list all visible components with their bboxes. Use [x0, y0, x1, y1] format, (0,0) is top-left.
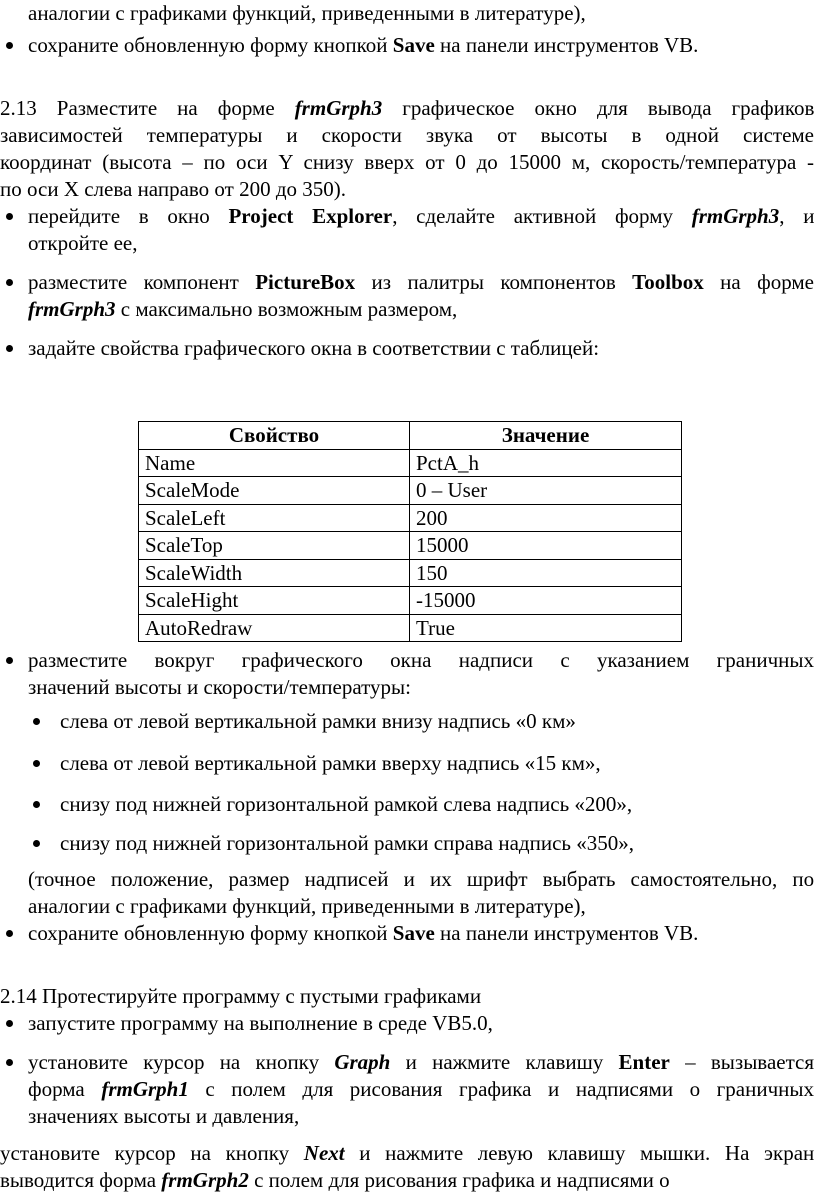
bullet-line: значениях высоты и давления,: [28, 1104, 300, 1128]
sub-bullet-line: слева от левой вертикальной рамки внизу надпись «0 км»: [60, 709, 576, 733]
bullet-line: frmGrph3 с максимально возможным размером,: [28, 297, 458, 321]
note-line: (точное положение, размер надписей и их шрифт выбрать самостоятельно, по: [28, 867, 815, 891]
bullet-icon: [33, 801, 40, 808]
bullet-line: форма frmGrph1 с полем для рисования графика и надписями о граничных: [28, 1077, 814, 1101]
bullet-icon: [6, 42, 13, 49]
paragraph-line: координат (высота – по оси Y снизу вверх от 0 до 15000 м, скорость/температура -: [0, 150, 815, 174]
note-line: аналогии с графиками функций, приведенными в литературе),: [28, 894, 586, 918]
property-cell: ScaleHight: [139, 587, 410, 615]
bullet-icon: [33, 760, 40, 767]
bullet-line: задайте свойства графического окна в соответствии с таблицей:: [28, 336, 600, 360]
sub-bullet-line: снизу под нижней горизонтальной рамкой слева надпись «200»,: [60, 792, 633, 816]
bullet-icon: [6, 657, 13, 664]
property-cell: ScaleMode: [139, 477, 410, 505]
paragraph-line: выводится форма frmGrph2 с полем для рисования графика и надписями о: [0, 1168, 670, 1192]
value-cell: 15000: [410, 532, 682, 560]
sub-bullet-line: слева от левой вертикальной рамки вверху надпись «15 км»,: [60, 751, 601, 775]
bullet-icon: [6, 1059, 13, 1066]
table-row: [139, 559, 682, 587]
property-cell: AutoRedraw: [139, 614, 410, 642]
paragraph-line: 2.13 Разместите на форме frmGrph3 графическое окно для вывода графиков: [0, 96, 815, 120]
bullet-icon: [33, 840, 40, 847]
text-line: сохраните обновленную форму кнопкой Save на панели инструментов VB.: [28, 33, 699, 57]
property-cell: ScaleLeft: [139, 504, 410, 532]
bullet-line: установите курсор на кнопку Graph и нажмите клавишу Enter – вызывается: [28, 1050, 814, 1074]
bullet-line: разместите компонент PictureBox из палитры компонентов Toolbox на форме: [28, 270, 814, 294]
sub-bullet-line: снизу под нижней горизонтальной рамки справа надпись «350»,: [60, 831, 634, 855]
bullet-line: разместите вокруг графического окна надписи с указанием граничных: [28, 648, 814, 672]
table-row: [139, 614, 682, 642]
text-line: аналогии с графиками функций, приведенными в литературе),: [28, 1, 586, 25]
section-title: 2.14 Протестируйте программу с пустыми графиками: [0, 984, 482, 1008]
property-cell: ScaleTop: [139, 532, 410, 560]
table-row: [139, 504, 682, 532]
bullet-icon: [6, 345, 13, 352]
table-row: [139, 587, 682, 615]
bullet-line: запустите программу на выполнение в среде VB5.0,: [28, 1011, 493, 1035]
value-cell: True: [410, 614, 682, 642]
property-cell: Name: [139, 449, 410, 477]
properties-table: [138, 421, 682, 642]
bullet-icon: [33, 718, 40, 725]
bullet-icon: [6, 279, 13, 286]
column-header: Значение: [410, 422, 682, 450]
table-row: [139, 532, 682, 560]
property-cell: ScaleWidth: [139, 559, 410, 587]
paragraph-line: зависимостей температуры и скорости звука от высоты в одной системе: [0, 123, 814, 147]
bullet-line: сохраните обновленную форму кнопкой Save на панели инструментов VB.: [28, 921, 699, 945]
paragraph-line: по оси X слева направо от 200 до 350).: [0, 177, 347, 201]
value-cell: 0 – User: [410, 477, 682, 505]
table-row: [139, 477, 682, 505]
bullet-icon: [6, 213, 13, 220]
bullet-line: откройте ее,: [28, 231, 138, 255]
bullet-icon: [6, 930, 13, 937]
bullet-icon: [6, 1020, 13, 1027]
value-cell: -15000: [410, 587, 682, 615]
bullet-line: перейдите в окно Project Explorer, сделайте активной форму frmGrph3, и: [28, 204, 815, 228]
bullet-line: значений высоты и скорости/температуры:: [28, 675, 411, 699]
table-row: [139, 449, 682, 477]
table-header-row: [139, 422, 682, 450]
column-header: Свойство: [139, 422, 410, 450]
value-cell: 150: [410, 559, 682, 587]
paragraph-line: установите курсор на кнопку Next и нажмите левую клавишу мышки. На экран: [0, 1141, 815, 1165]
value-cell: 200: [410, 504, 682, 532]
value-cell: PctA_h: [410, 449, 682, 477]
